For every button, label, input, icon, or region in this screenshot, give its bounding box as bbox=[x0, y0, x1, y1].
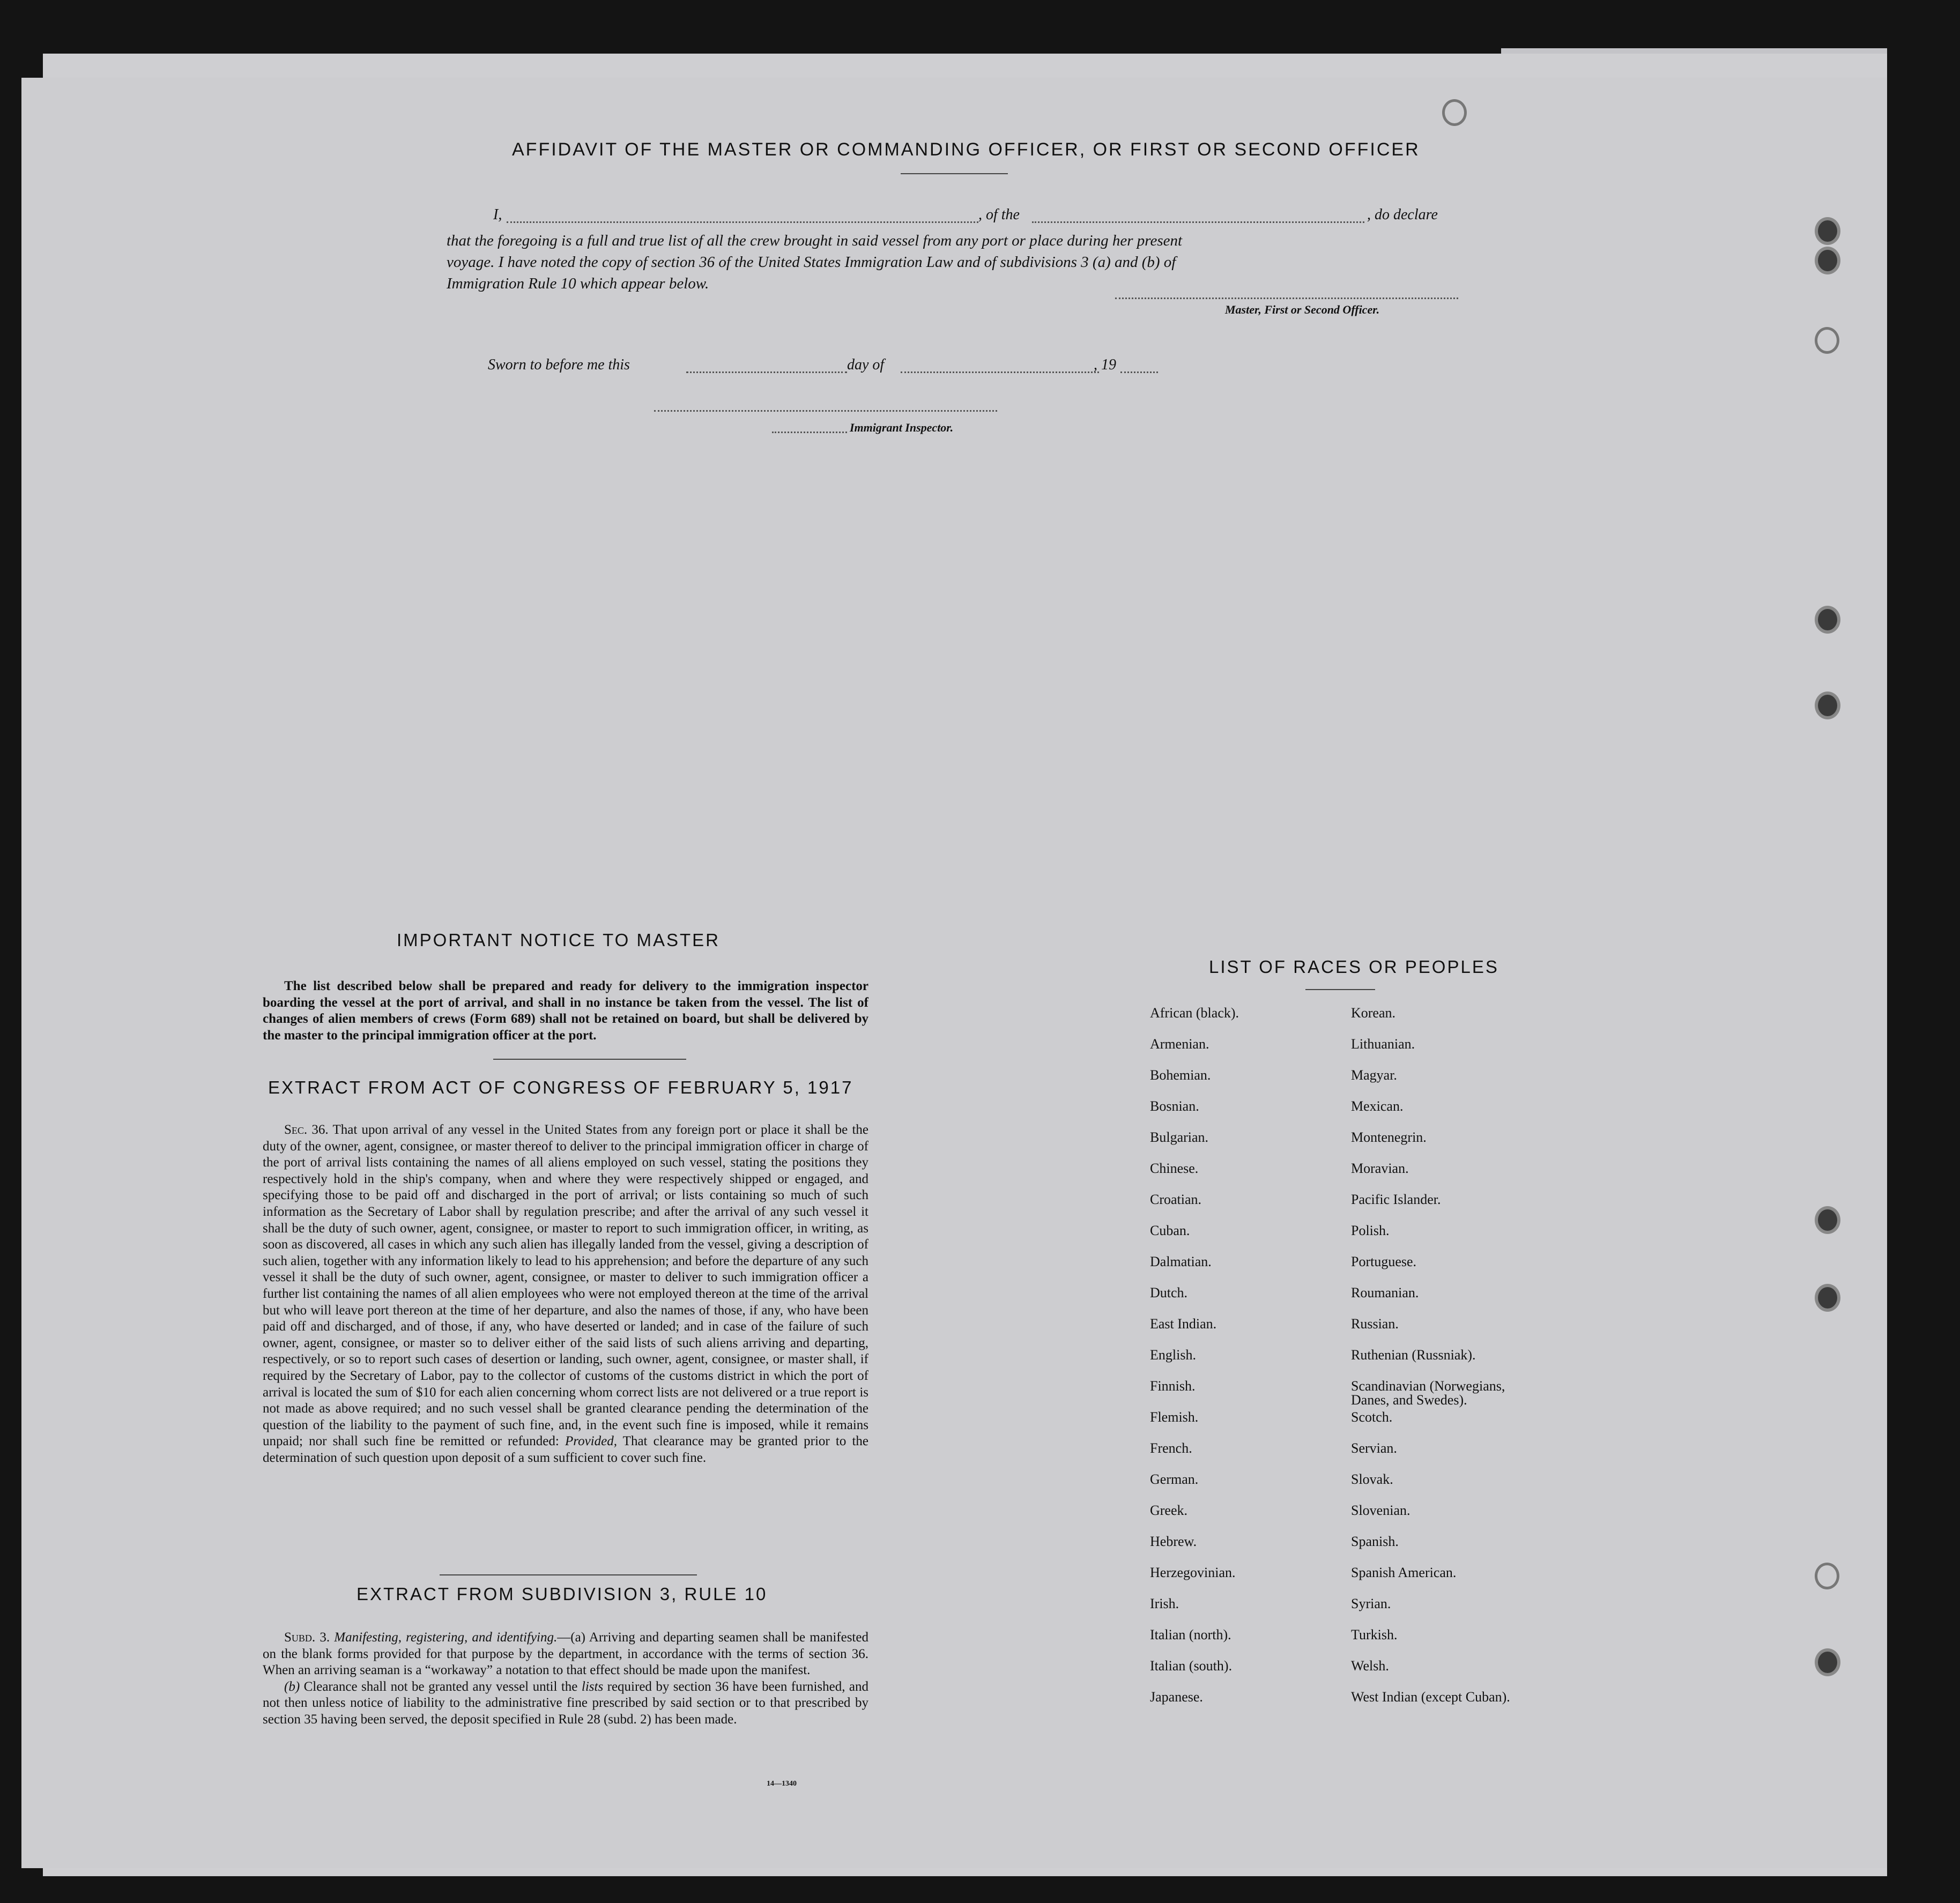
race-item: Korean. bbox=[1351, 1005, 1396, 1021]
race-item: Slovenian. bbox=[1351, 1503, 1410, 1518]
race-item: Armenian. bbox=[1150, 1036, 1209, 1052]
race-item: Croatian. bbox=[1150, 1192, 1202, 1207]
binder-hole bbox=[1815, 1648, 1840, 1676]
binder-hole bbox=[1815, 1563, 1839, 1589]
race-item: Turkish. bbox=[1351, 1627, 1398, 1642]
race-item: Magyar. bbox=[1351, 1067, 1397, 1083]
race-item: Scotch. bbox=[1351, 1409, 1393, 1425]
race-item: Finnish. bbox=[1150, 1378, 1196, 1394]
name-blank[interactable] bbox=[507, 221, 978, 223]
act-body: That upon arrival of any vessel in the United States from any foreign port or place it shall be the duty of the owner, agent, consignee, or master thereof to deliver to the principal immigration officer in charge of the port of arrival lists containing the names of all aliens employed on such vessel, stating the positions they respectively hold in the ship's company, when and where they were respectively shipped or engaged, and specifying those to be paid off and discharged in the port of arrival; or lists containing so much of such information as the Secretary of Labor shall by regulation prescribe; and after the arrival of any such vessel it shall be the duty of such owner, agent, consignee, or master to report to such immigration officer, in writing, as soon as discovered, all cases in which any such alien has illegally landed from the vessel, giving a description of such alien, together with any information likely to lead to his apprehension; and before the departure of any such vessel it shall be the duty of such owner, agent, consignee, or master to deliver to such immigration officer a further list containing the names of all alien employees who were not employed thereon at the time of the arrival but who will leave port thereon at the time of her departure, and also the names of those, if any, who have been paid off and discharged, and of those, if any, who have deserted or landed; and in case of the failure of such owner, agent, consignee, or master so to deliver either of the said lists of such aliens arriving and departing, respectively, or so to report such cases of desertion or landing, such owner, agent, consignee, or master shall, if required by the Secretary of Labor, pay to the collector of customs of the customs district in which the port of arrival is located the sum of $10 for each alien concerning whom correct lists are not delivered or a true report is not made as above required; and no such vessel shall be granted clearance pending the determination of the question of the liability to the payment of such fine, and, in the event such fine is imposed, while it remains unpaid; nor shall such fine be remitted or refunded: bbox=[263, 1123, 868, 1449]
race-item: West Indian (except Cuban). bbox=[1351, 1689, 1510, 1705]
race-item: Japanese. bbox=[1150, 1689, 1203, 1705]
race-item: Spanish American. bbox=[1351, 1565, 1457, 1580]
binder-hole bbox=[1815, 327, 1839, 354]
race-item: Scandinavian (Norwegians, bbox=[1351, 1378, 1505, 1394]
section-label: Sec. 36. bbox=[284, 1123, 329, 1137]
form-number: 14—1340 bbox=[767, 1780, 797, 1788]
vessel-blank[interactable] bbox=[1032, 221, 1364, 223]
signature-caption: Master, First or Second Officer. bbox=[1225, 303, 1380, 316]
subdivision-b-text: Clearance shall not be granted any vessel until the bbox=[303, 1679, 578, 1694]
race-item: Greek. bbox=[1150, 1503, 1188, 1518]
race-item: Russian. bbox=[1351, 1316, 1399, 1332]
race-item: Moravian. bbox=[1351, 1161, 1409, 1176]
subdivision-b-label: (b) bbox=[284, 1679, 300, 1694]
race-item: Italian (north). bbox=[1150, 1627, 1231, 1642]
race-item: Slovak. bbox=[1351, 1471, 1393, 1487]
rule10-heading: EXTRACT FROM SUBDIVISION 3, RULE 10 bbox=[357, 1584, 768, 1604]
affidavit-text-3: Immigration Rule 10 which appear below. bbox=[447, 275, 709, 292]
sworn-label: Sworn to before me this bbox=[488, 356, 630, 373]
race-item: Polish. bbox=[1351, 1223, 1390, 1238]
subdivision-title: Manifesting, registering, and identifying. bbox=[334, 1630, 558, 1645]
race-item: Bulgarian. bbox=[1150, 1129, 1209, 1145]
do-declare-label: , do declare bbox=[1367, 206, 1438, 223]
inspector-leader-dots bbox=[772, 432, 847, 433]
binder-hole bbox=[1815, 1206, 1840, 1234]
day-of-label: day of bbox=[847, 356, 885, 373]
day-blank[interactable] bbox=[686, 371, 847, 373]
inspector-signature-blank[interactable] bbox=[654, 410, 997, 412]
race-item: English. bbox=[1150, 1347, 1196, 1363]
subdivision-b-lists: lists bbox=[581, 1679, 604, 1694]
race-item: Irish. bbox=[1150, 1596, 1179, 1611]
act-heading: EXTRACT FROM ACT OF CONGRESS OF FEBRUARY 5, 1917 bbox=[268, 1077, 853, 1097]
race-item: Portuguese. bbox=[1351, 1254, 1417, 1269]
race-item: Mexican. bbox=[1351, 1098, 1404, 1114]
act-rule bbox=[440, 1574, 697, 1575]
subdivision-b-rest: required by section 36 have been furnished, and not then unless notice of liability to the administrative fine prescribed by said section or to that prescribed by section 35 having been served, the deposit specified in Rule 28 (subd. 2) has been made. bbox=[263, 1679, 869, 1727]
race-item: Flemish. bbox=[1150, 1409, 1199, 1425]
race-item: Spanish. bbox=[1351, 1534, 1399, 1549]
affidavit-text-2: voyage. I have noted the copy of section 36 of the United States Immigration Law and of subdivisions 3 (a) and (b) of bbox=[447, 254, 1176, 271]
inspector-caption: Immigrant Inspector. bbox=[850, 421, 954, 434]
race-item: Hebrew. bbox=[1150, 1534, 1197, 1549]
binder-hole bbox=[1815, 247, 1840, 274]
notice-heading: IMPORTANT NOTICE TO MASTER bbox=[397, 930, 721, 950]
races-underline bbox=[1305, 989, 1375, 990]
document-page bbox=[21, 78, 1887, 1868]
signature-blank[interactable] bbox=[1115, 298, 1458, 299]
race-item: Cuban. bbox=[1150, 1223, 1190, 1238]
race-item: Dutch. bbox=[1150, 1285, 1188, 1300]
race-item: Syrian. bbox=[1351, 1596, 1391, 1611]
race-item: Italian (south). bbox=[1150, 1658, 1233, 1674]
race-item: German. bbox=[1150, 1471, 1199, 1487]
notice-rule bbox=[493, 1059, 686, 1060]
race-item: Roumanian. bbox=[1351, 1285, 1419, 1300]
heading-underline bbox=[901, 173, 1008, 174]
i-label: I, bbox=[493, 206, 502, 223]
race-item: Montenegrin. bbox=[1351, 1129, 1427, 1145]
act-body-block bbox=[263, 1122, 868, 1466]
binder-hole bbox=[1815, 217, 1840, 245]
binder-hole bbox=[1815, 692, 1840, 719]
provided-body: That clearance may be granted prior to the determination of such question upon deposit of a sum sufficient to cover such fine. bbox=[263, 1434, 868, 1465]
provided-label: Provided, bbox=[565, 1434, 617, 1449]
race-item: Lithuanian. bbox=[1351, 1036, 1415, 1052]
race-item: Ruthenian (Russniak). bbox=[1351, 1347, 1476, 1363]
race-item: East Indian. bbox=[1150, 1316, 1217, 1332]
of-the-label: , of the bbox=[978, 206, 1020, 223]
races-heading: LIST OF RACES OR PEOPLES bbox=[1209, 957, 1499, 977]
year-label: , 19 bbox=[1094, 356, 1116, 373]
subdivision-label: Subd. 3. bbox=[284, 1630, 330, 1645]
race-item: Herzegovinian. bbox=[1150, 1565, 1236, 1580]
binder-hole bbox=[1442, 99, 1467, 126]
race-item: Welsh. bbox=[1351, 1658, 1389, 1674]
race-item: Bosnian. bbox=[1150, 1098, 1199, 1114]
race-item: Danes, and Swedes). bbox=[1351, 1392, 1467, 1408]
month-blank[interactable] bbox=[901, 371, 1099, 373]
affidavit-heading: AFFIDAVIT OF THE MASTER OR COMMANDING OFFICER, OR FIRST OR SECOND OFFICER bbox=[512, 139, 1420, 160]
race-item: African (black). bbox=[1150, 1005, 1239, 1021]
race-item: Bohemian. bbox=[1150, 1067, 1211, 1083]
affidavit-text-1: that the foregoing is a full and true list of all the crew brought in said vessel from any port or place during her present bbox=[447, 232, 1183, 249]
race-item: Servian. bbox=[1351, 1440, 1397, 1456]
binder-hole bbox=[1815, 1284, 1840, 1312]
subdivision-a-text: —(a) Arriving and departing seamen shall be manifested on the blank forms provided for that purpose by the department, in accordance with the terms of section 36. When an arriving seaman is a “workaway” a notation to that effect should be made upon the manifest. bbox=[263, 1630, 868, 1678]
race-item: Dalmatian. bbox=[1150, 1254, 1212, 1269]
rule10-body bbox=[263, 1630, 868, 1728]
notice-body: The list described below shall be prepared and ready for delivery to the immigration inspector boarding the vessel at the port of arrival, and shall in no instance be taken from the vessel. The list of changes of alien members of crews (Form 689) shall not be retained on board, but shall be delivered by the master to the principal immigration officer at the port. bbox=[263, 979, 868, 1043]
race-item: Pacific Islander. bbox=[1351, 1192, 1441, 1207]
race-item: French. bbox=[1150, 1440, 1192, 1456]
race-item: Chinese. bbox=[1150, 1161, 1199, 1176]
year-blank[interactable] bbox=[1120, 371, 1158, 373]
binder-hole bbox=[1815, 606, 1840, 634]
